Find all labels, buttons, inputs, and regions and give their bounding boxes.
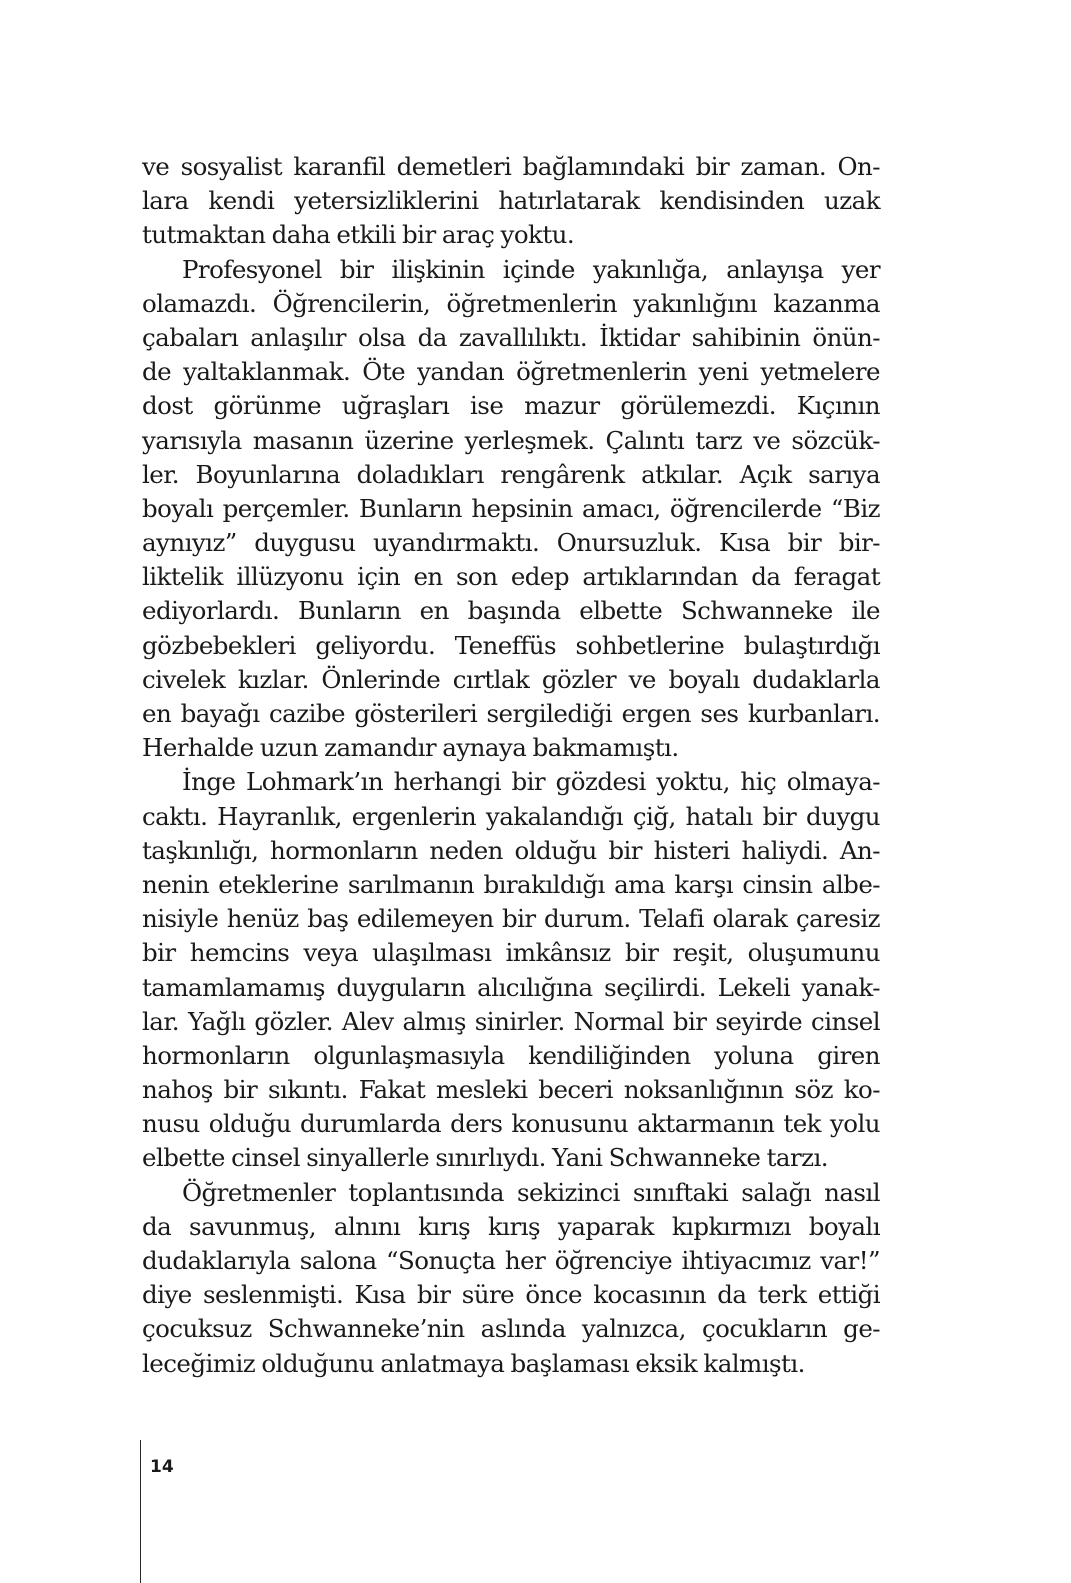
text-line: elbette cinsel sinyallerle sınırlıydı. Yani Schwanneke tarzı.: [142, 1143, 828, 1173]
text-line: lar. Yağlı gözler. Alev almış sinirler. Normal bir seyirde cinsel: [142, 1006, 880, 1036]
text-line: leceğimiz olduğunu anlatmaya başlaması eksik kalmıştı.: [142, 1348, 805, 1378]
text-line: bir hemcins veya ulaşılması imkânsız bir reşit, oluşumunu: [142, 938, 880, 968]
text-line: nenin eteklerine sarılmanın bırakıldığı ama karşı cinsin albe-: [142, 869, 880, 899]
body-text: [142, 150, 880, 1381]
text-line: tutmaktan daha etkili bir araç yoktu.: [142, 220, 575, 250]
text-line: nahoş bir sıkıntı. Fakat mesleki beceri noksanlığının söz ko-: [142, 1075, 880, 1105]
text-line: ediyorlardı. Bunların en başında elbette Schwanneke ile: [142, 596, 880, 626]
text-line: Herhalde uzun zamandır aynaya bakmamıştı.: [142, 733, 679, 763]
text-line: nusu olduğu durumlarda ders konusunu aktarmanın tek yolu: [142, 1109, 880, 1139]
text-line: lara kendi yetersizliklerini hatırlatarak kendisinden uzak: [142, 186, 880, 216]
text-line: civelek kızlar. Önlerinde cırtlak gözler ve boyalı dudaklarla: [142, 664, 880, 694]
text-line: yarısıyla masanın üzerine yerleşmek. Çalıntı tarz ve sözcük-: [142, 425, 880, 455]
text-line: nisiyle henüz baş edilemeyen bir durum. Telafi olarak çaresiz: [142, 904, 880, 934]
paragraph-first-line: Profesyonel bir ilişkinin içinde yakınlığa, anlayışa yer: [182, 254, 880, 284]
text-line: tamamlamamış duyguların alıcılığına seçilirdi. Lekeli yanak-: [142, 972, 880, 1002]
text-line: çocuksuz Schwanneke’nin aslında yalnızca, çocukların ge-: [142, 1314, 880, 1344]
text-line: de yaltaklanmak. Öte yandan öğretmenlerin yeni yetmelere: [142, 357, 880, 387]
text-line: boyalı perçemler. Bunların hepsinin amacı, öğrencilerde “Biz: [142, 493, 880, 523]
text-line: liktelik illüzyonu için en son edep artıklarından da feragat: [142, 562, 880, 592]
text-line: en bayağı cazibe gösterileri sergilediği ergen ses kurbanları.: [142, 699, 880, 728]
text-line: aynıyız” duygusu uyandırmaktı. Onursuzluk. Kısa bir bir-: [142, 528, 880, 558]
page-number: 14: [150, 1457, 174, 1477]
text-line: dost görünme uğraşları ise mazur görülemezdi. Kıçının: [142, 391, 880, 421]
text-line: taşkınlığı, hormonların neden olduğu bir histeri haliydi. An-: [142, 835, 880, 865]
text-line: caktı. Hayranlık, ergenlerin yakalandığı çiğ, hatalı bir duygu: [142, 801, 880, 831]
text-line: ler. Boyunlarına doladıkları rengârenk atkılar. Açık sarıya: [142, 459, 880, 489]
footer-rule: [140, 1440, 141, 1583]
text-line: dudaklarıyla salona “Sonuçta her öğrenciye ihtiyacımız var!”: [142, 1246, 880, 1275]
text-line: gözbebekleri geliyordu. Teneffüs sohbetlerine bulaştırdığı: [142, 630, 880, 660]
text-line: hormonların olgunlaşmasıyla kendiliğinden yoluna giren: [142, 1040, 880, 1070]
text-line: ve sosyalist karanfil demetleri bağlamındaki bir zaman. On-: [142, 152, 880, 181]
text-line: olamazdı. Öğrencilerin, öğretmenlerin yakınlığını kazanma: [142, 288, 880, 318]
paragraph-first-line: Öğretmenler toplantısında sekizinci sınıftaki salağı nasıl: [182, 1177, 880, 1207]
paragraph-first-line: İnge Lohmark’ın herhangi bir gözdesi yoktu, hiç olmaya-: [182, 767, 880, 797]
text-line: da savunmuş, alnını kırış kırış yaparak kıpkırmızı boyalı: [142, 1211, 880, 1241]
text-line: diye seslenmişti. Kısa bir süre önce kocasının da terk ettiği: [142, 1280, 880, 1310]
text-line: çabaları anlaşılır olsa da zavallılıktı. İktidar sahibinin önün-: [142, 322, 880, 352]
